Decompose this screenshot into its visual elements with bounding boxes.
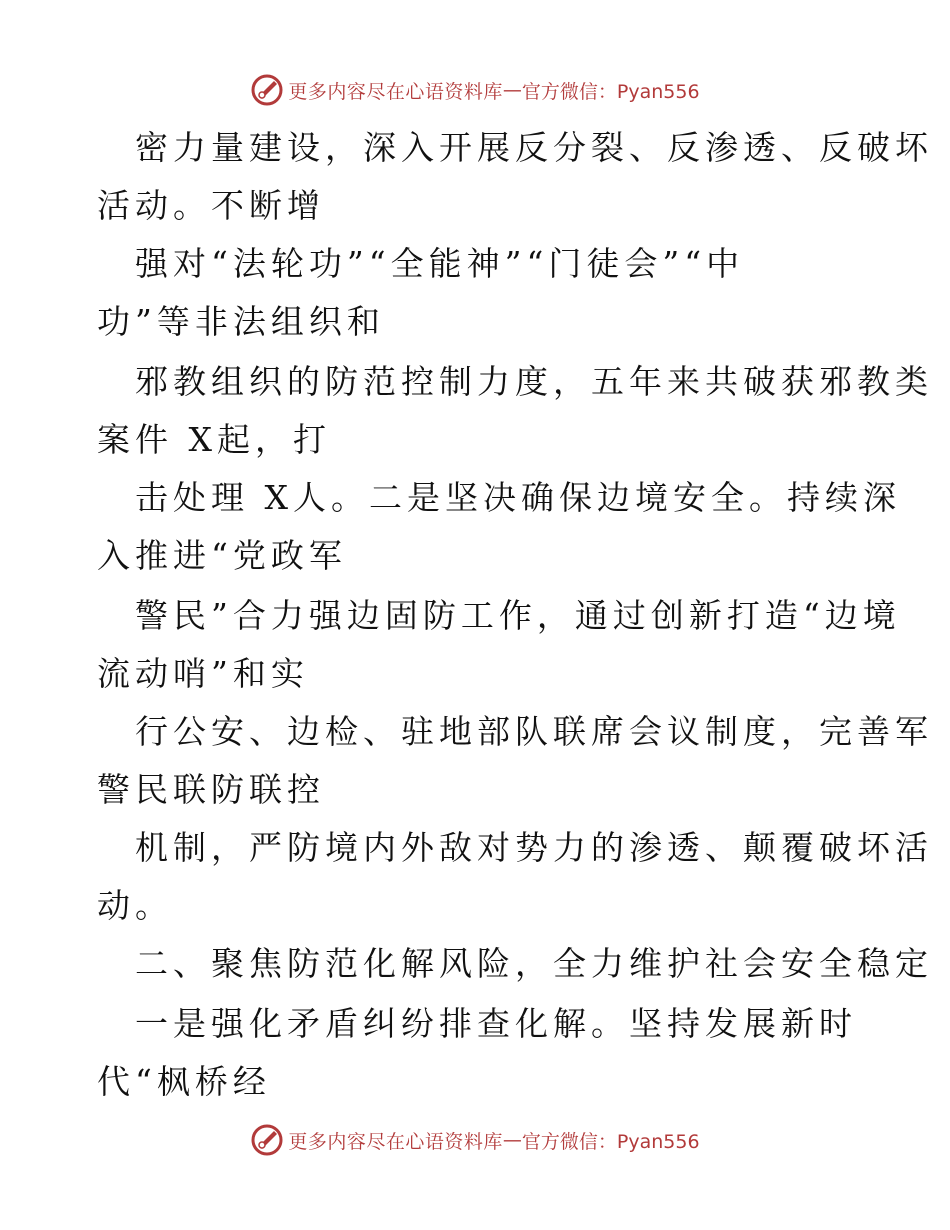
body-line: 活动。不断增 [97,186,325,225]
body-line: 一是强化矛盾纠纷排查化解。坚持发展新时 [97,1004,857,1043]
banner-separator: — [502,1129,522,1151]
banner-contact-text: 官方微信：Pyan556 [521,1130,700,1153]
body-line: 流动哨”和实 [97,654,309,693]
banner-separator: — [502,79,522,101]
body-line: 案件 X起，打 [97,420,331,459]
banner-site-text: 更多内容尽在心语资料库 [288,80,503,103]
body-line: 代“枫桥经 [97,1062,271,1101]
body-line: 机制，严防境内外敌对势力的渗透、颠覆破坏活 [97,828,933,867]
body-line: 二、聚焦防范化解风险，全力维护社会安全稳定 [97,944,933,983]
body-line: 密力量建设，深入开展反分裂、反渗透、反破坏 [97,128,933,167]
logo-icon [250,1123,284,1157]
banner-site-text: 更多内容尽在心语资料库 [288,1130,503,1153]
body-line: 动。 [97,886,173,925]
body-line: 邪教组织的防范控制力度，五年来共破获邪教类 [97,362,933,401]
logo-icon [250,73,284,107]
body-line: 警民联防联控 [97,770,325,809]
banner-contact-text: 官方微信：Pyan556 [521,80,700,103]
body-line: 警民”合力强边固防工作，通过创新打造“边境 [97,596,901,635]
footer-watermark-banner [0,1120,950,1160]
header-watermark-banner [0,70,950,110]
body-line: 强对“法轮功”“全能神”“门徒会”“中 [97,244,745,283]
body-line: 击处理 X人。二是坚决确保边境安全。持续深 [97,478,901,517]
body-line: 行公安、边检、驻地部队联席会议制度，完善军 [97,712,933,751]
body-line: 功”等非法组织和 [97,302,385,341]
body-line: 入推进“党政军 [97,536,347,575]
